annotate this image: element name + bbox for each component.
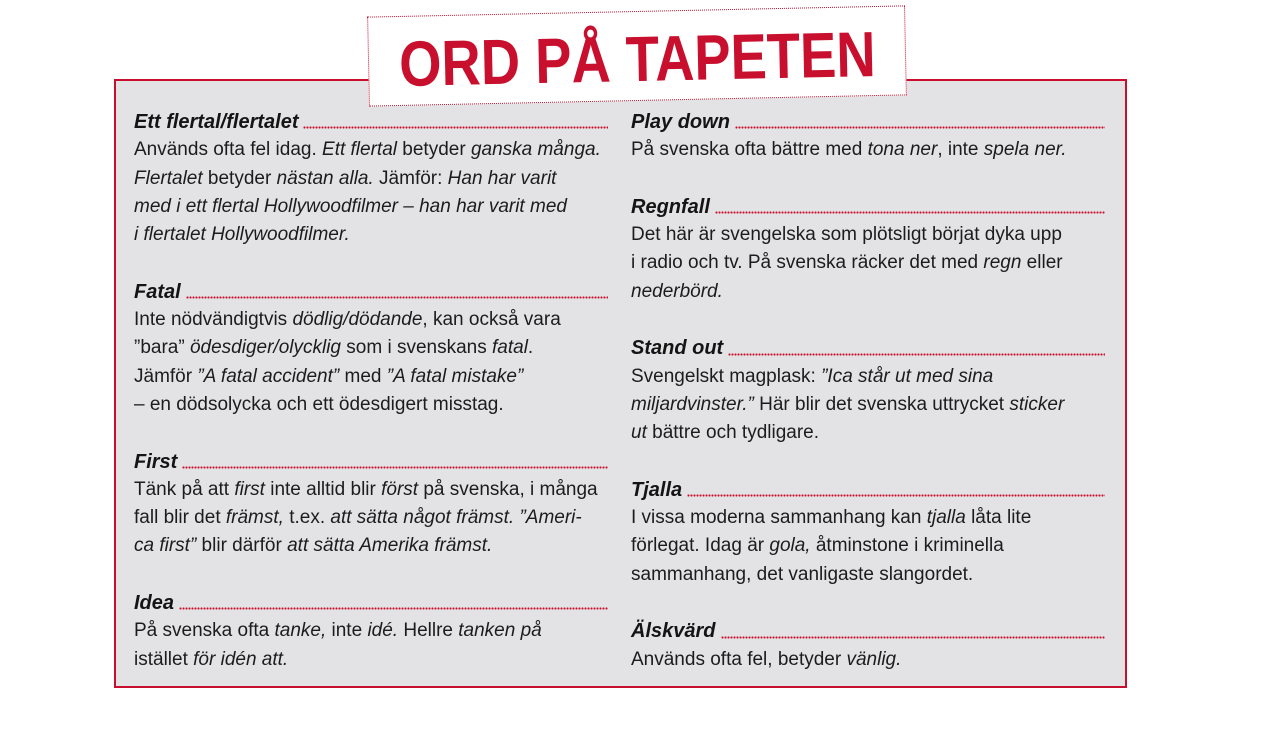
emphasized-text: ödesdiger/olycklig: [189, 337, 341, 359]
emphasized-text: idé.: [367, 620, 399, 642]
emphasized-text: miljardvinster.”: [631, 393, 754, 415]
dotted-leader: [182, 466, 608, 469]
definition-text: Det här är svengelska som plötsligt börjat dyka upp: [631, 224, 1062, 246]
definition-line: [134, 532, 608, 560]
definition-text: sammanhang, det vanligaste slangordet.: [631, 563, 974, 585]
definition-text: blir därför: [196, 535, 288, 557]
dotted-leader: [687, 494, 1105, 497]
emphasized-text: att sätta Amerika främst.: [287, 535, 493, 557]
entry-term: Tjalla: [631, 478, 683, 501]
definition-line: [631, 278, 1105, 306]
dotted-leader: [179, 607, 608, 610]
emphasized-text: spela ner.: [983, 139, 1067, 161]
entry-heading: [631, 108, 1105, 136]
entry-heading: [631, 476, 1105, 504]
emphasized-text: fatal: [492, 337, 528, 359]
entry-term: Ett flertal/flertalet: [134, 111, 299, 133]
glossary-entry: [134, 278, 608, 419]
definition-text: Svengelskt magplask:: [631, 365, 822, 387]
emphasized-text: ”Ica står ut med sina: [821, 365, 994, 387]
definition-text: som i svenskans: [341, 337, 492, 359]
glossary-entry: [134, 589, 608, 674]
definition-text: betyder: [397, 139, 471, 161]
glossary-entry: [134, 108, 608, 249]
definition-text: Här blir det svenska uttrycket: [753, 393, 1010, 415]
definition-line: [134, 391, 608, 419]
definition-text: bättre och tydligare.: [646, 422, 820, 444]
emphasized-text: nästan alla.: [276, 167, 374, 189]
entry-term: Play down: [631, 111, 730, 133]
emphasized-text: ”A fatal mistake”: [386, 365, 524, 387]
definition-line: [631, 136, 1105, 164]
definition-text: på svenska, i många: [418, 478, 598, 500]
entry-heading: [631, 617, 1105, 645]
definition-line: [631, 561, 1105, 589]
definition-line: [631, 504, 1105, 532]
definition-text: förlegat. Idag är: [631, 535, 770, 557]
emphasized-text: first: [234, 478, 265, 500]
definition-line: [631, 249, 1105, 277]
definition-text: Jämför:: [373, 167, 448, 189]
glossary-panel: [114, 79, 1127, 688]
definition-text: ”bara”: [134, 337, 190, 359]
dotted-leader: [715, 211, 1105, 214]
definition-line: [631, 221, 1105, 249]
definition-line: [631, 419, 1105, 447]
emphasized-text: med i ett flertal Hollywoodfilmer – han har varit med: [134, 195, 567, 217]
definition-line: [134, 646, 608, 674]
definition-text: fall blir det: [134, 507, 226, 529]
definition-line: [631, 532, 1105, 560]
definition-text: Jämför: [134, 365, 198, 387]
emphasized-text: för idén att.: [193, 648, 289, 670]
definition-text: betyder: [202, 167, 277, 189]
entry-heading: [134, 448, 608, 476]
glossary-entry: [631, 476, 1105, 589]
definition-text: – en dödsolycka och ett ödesdigert misstag.: [134, 393, 504, 415]
definition-text: i radio och tv. På svenska räcker det med: [631, 252, 984, 274]
definition-text: med: [339, 365, 387, 387]
dotted-leader: [721, 636, 1106, 639]
definition-line: [134, 165, 608, 193]
entry-heading: [134, 589, 608, 617]
definition-text: Hellre: [398, 620, 459, 642]
emphasized-text: tanke,: [274, 620, 327, 642]
emphasized-text: tjalla: [926, 507, 966, 529]
entry-heading: [134, 278, 608, 306]
definition-text: Inte nödvändigtvis: [134, 309, 293, 331]
definition-text: istället: [134, 648, 194, 670]
emphasized-text: ca first”: [134, 535, 197, 557]
emphasized-text: Ett flertal: [322, 139, 397, 161]
entry-term: First: [134, 450, 178, 473]
dotted-leader: [728, 353, 1105, 356]
definition-line: [134, 363, 608, 391]
entry-term: Stand out: [631, 337, 724, 360]
emphasized-text: att sätta något främst. ”Ameri-: [330, 507, 582, 529]
definition-text: .: [527, 337, 534, 359]
emphasized-text: Han har varit: [447, 167, 557, 189]
glossary-entry: [631, 617, 1105, 674]
emphasized-text: vänlig.: [846, 648, 902, 670]
definition-text: I vissa moderna sammanhang kan: [631, 507, 927, 529]
emphasized-text: först: [381, 478, 419, 500]
definition-line: [134, 136, 608, 164]
definition-text: inte: [326, 620, 368, 642]
dotted-leader: [735, 126, 1105, 129]
definition-text: , inte: [937, 139, 984, 161]
emphasized-text: Flertalet: [134, 167, 203, 189]
emphasized-text: främst,: [225, 507, 284, 529]
definition-text: På svenska ofta bättre med: [631, 139, 868, 161]
definition-line: [631, 363, 1105, 391]
title-banner: [367, 5, 907, 106]
emphasized-text: tanken på: [458, 620, 542, 642]
emphasized-text: regn: [983, 252, 1022, 274]
glossary-entry: [631, 108, 1105, 165]
entry-heading: [631, 334, 1105, 362]
definition-text: t.ex.: [283, 507, 331, 529]
emphasized-text: ”A fatal accident”: [197, 365, 340, 387]
definition-text: eller: [1021, 252, 1063, 274]
definition-line: [134, 476, 608, 504]
definition-line: [134, 306, 608, 334]
page-title: ORD PÅ TAPETEN: [398, 18, 877, 100]
definition-text: På svenska ofta: [134, 620, 275, 642]
dotted-leader: [186, 296, 608, 299]
definition-line: [134, 193, 608, 221]
glossary-entry: [134, 448, 608, 561]
entry-heading: [134, 108, 608, 136]
entry-heading: [631, 193, 1105, 221]
definition-text: inte alltid blir: [264, 478, 382, 500]
dotted-leader: [303, 126, 608, 129]
emphasized-text: nederbörd.: [631, 280, 723, 302]
emphasized-text: tona ner: [867, 139, 938, 161]
definition-text: låta lite: [965, 507, 1032, 529]
definition-line: [134, 617, 608, 645]
definition-line: [134, 334, 608, 362]
glossary-entry: [631, 334, 1105, 447]
definition-line: [631, 391, 1105, 419]
definition-line: [631, 646, 1105, 674]
definition-text: Används ofta fel idag.: [134, 139, 323, 161]
emphasized-text: dödlig/dödande: [292, 309, 423, 331]
right-column: [631, 108, 1105, 674]
entry-term: Idea: [134, 592, 175, 615]
emphasized-text: sticker: [1009, 393, 1065, 415]
entry-term: Fatal: [134, 280, 181, 303]
entry-term: Älskvärd: [631, 620, 716, 643]
definition-line: [134, 221, 608, 249]
glossary-entry: [631, 193, 1105, 306]
emphasized-text: ganska många.: [470, 139, 601, 161]
emphasized-text: i flertalet Hollywoodfilmer.: [134, 224, 350, 246]
emphasized-text: gola,: [769, 535, 811, 557]
emphasized-text: ut: [631, 422, 647, 444]
left-column: [134, 108, 608, 674]
definition-line: [134, 504, 608, 532]
definition-text: , kan också vara: [422, 309, 561, 331]
definition-text: Används ofta fel, betyder: [631, 648, 847, 670]
definition-text: åtminstone i kriminella: [810, 535, 1004, 557]
definition-text: Tänk på att: [134, 478, 235, 500]
entry-term: Regnfall: [631, 195, 710, 218]
